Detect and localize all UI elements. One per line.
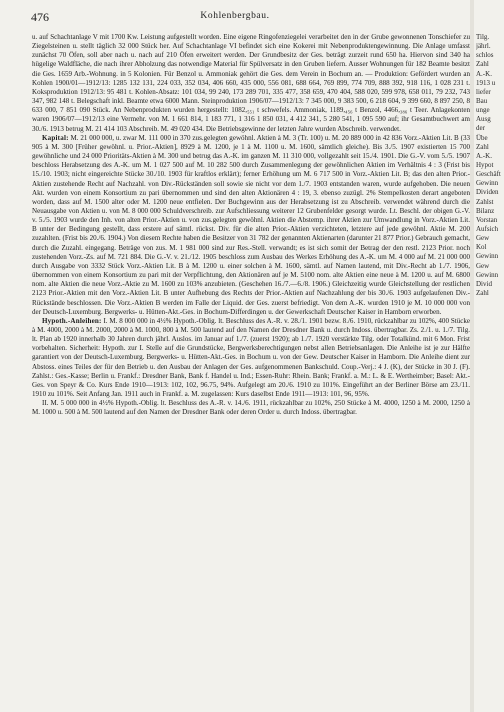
- fragment-line: Hypot: [476, 160, 494, 169]
- fragment-line: Kol: [476, 243, 487, 252]
- fragment-line: Gew: [476, 261, 490, 270]
- main-text-column: [32, 33, 470, 418]
- fragment-line: jährl.: [476, 42, 491, 51]
- paragraph-text: M. 21 000 000, u. zwar M. 111 000 in 370 zus.gelegten gewöhnl. Aktien à M. 3 (Tr. 100) u. M. 20 889 000 in 42 836 Vorz.-Aktien Lit. B (33 905 à M. 300 [Früher gewöhnl. u. Prior.-Aktien], 8929 à M. 1200, je 1 à M. 1100 u. M. 1600, sämtlich gleiche). Bis 3./5. 1907 existierten 15 700 gewöhnliche und 24 000 Prioritäts-Aktien à M. 300 und betrug das A.-K. im ganzen M. 11 310 000, vollgezahlt seit 15./4. 1901. Die G.-V. vom 5./5. 1907 beschloss Herabsetzung des A.-K. um M. 1 027 500 auf M. 10 282 500 durch Zusammenlegung der gewöhnlichen Aktien im Verhältnis 4 : 3 (Frist bis 15./10. 1903; nicht eingereichte Stücke 30./10. 1903 für kraftlos erklärt); ferner Erhöhung um M. 6 717 500 in Vorz.-Aktien Lit. B; das den alten Prior.-Aktien zustehende Recht auf Nachzahl. von Div.-Rückständen soll sowie sie nicht vor dem 1./7. 1903 entstanden waren, wurde aufgehoben. Die neuen Akt. wurden von einem Konsortium zu pari übernommen und sind den alten Aktionären 4 : 19, 3. ebenso zuzügl. 2% Stempelkosten derart angeboten worden, dass auf M. 1500 alter oder M. 1200 neue entfielen. Der Buchgewinn aus der Herabsetzung ist zu Abschreib. verwendet während durch die Neuausgabe von Aktien u. von M. 8 000 000 Schuldverschreib. zur Aufschliessung weiterer 12 Grubenfelder gesorgt wurde. Lt. Beschl. der obigen G.-V. v. 5./5. 1903 wurde den Inh. von alten Prior.-Aktien u. von zus.gelegten gewöhnl. Aktien die Abstemp. ihrer Aktien zur Umwandlung in Vorz.-Aktien Lit. B unter der Bedingung gestellt, dass erstere auf sämtl. rückst. Div. für die alten Prior.-Aktien verzichteten, letztere auf jede gewöhnl. Aktie M. 200 zuzahlten. (Frist bis 20./6. 1904.) Von diesem Rechte haben die Besitzer von 31 782 der genannten Aktienarten (darunter 21 877 Prior.) Gebrauch gemacht, durch die Zuzahl. eingegang. Beträge von zus. M. 1 981 000 sind zur Res.-Stell. verwandt; es ist sich somit der Betrag der den restl. 2123 Prior. noch zustehenden Vorz.-Zs. auf M. 721 884. Die G.-V. v. 21./12. 1905 beschloss zum Ausbau des Werkes Erhöhung des A.-K. um M. 4 000 auf M. 21 000 000 durch Ausgabe von 3332 Stück Vorz.-Aktien Lit. B à M. 1200 u. einer solchen à M. 1600, sämtl. auf Namen lautend, mit Div.-Recht ab 1./7. 1906, übernommen von einem Konsortium zu pari mit der Verpflichtung, den Aktionären auf je M. 5100 nom. alte Aktien eine neue à M. 1200 u. auf M. 6800 nom. alte Aktien die neue Vorz.-Aktie zu M. 1600 zu 103% anzubieten. (Geschehen 16./7.—6./8. 1906.) Gleichzeitig wurde Gleichstellung der restlichen 2123 Prior.-Aktien mit den Vorz.-Aktien Lit. B unter Aufhebung des Rechts der Prior.-Aktien auf Nachzahlung der bis 30./6. 1903 aufgelaufenen Div.-Rückstände beschlossen. Die Vorz.-Aktien B werden im Falle der Liquid. der Ges. zuerst befriedigt. Von dem A.-K. wurden 1910 je M. 10 000 000 von der Deutsch-Luxemburg. Bergwerks- u. Hütten-Akt.-Ges. in Bochum-Differdingen u. der Gewerkschaft Deutscher Kaiser in Hamborn erworben.: [32, 133, 470, 316]
- body-paragraph: [32, 134, 470, 317]
- fragment-line: Bilanz: [476, 206, 495, 215]
- fragment-line: Zahl: [476, 288, 489, 297]
- fragment-line: Übe: [476, 133, 488, 142]
- body-paragraph: [32, 33, 470, 134]
- page-header: [0, 10, 470, 24]
- fragment-line: der: [476, 124, 485, 133]
- fragment-line: Dividen: [476, 188, 499, 197]
- fragment-line: Tilg.: [476, 33, 490, 41]
- fragment-line: schlos: [476, 51, 494, 60]
- paragraph-text: I. M. 8 000 000 in 4½% Hypoth.-Oblig. lt. Beschluss des A.-R. v. 28./1. 1901 bezw. 8./6. 1910, rückzahlbar zu 102%, 400 Stücke à M. 4000, 2000 à M. 2000, 2000 à M. 1000, 800 à M. 500 lautend auf den Namen der Dresdner Bank u. durch Indoss. übertragbar. Zs. 2./1. u. 1./7. Tilg. lt. Plan ab 1920 innerhalb 30 Jahren durch jährl. Auslos. im Januar auf 1./7. (zuerst 1920); ab 1./7. 1920 verstärkte Tilg. oder Totalkünd. mit 6 Mon. Frist vorbehalten. Sicherheit: Hypoth. zur I. Stelle auf die Grundstücke, Bergwerksberechtigungen nebst allen Betriebsanlagen. Die Anleihe ist je zur Hälfte garantiert von der Deutsch-Luxemburg. Bergwerks- u. Hütten-Akt.-Ges. in Bochum u. von der Gew. Deutscher Kaiser in Hamborn. Die Anleihe dient zur Abstoss. eines Teiles der für den Betrieb u. den Ausbau der Anlagen der Ges. aufgenommenen Bankschuld. Coup.-Verj.: 4 J. (K), der Stücke in 30 J. (F). Zahlst.: Ges.-Kasse; Berlin u. Frankf.: Dresdner Bank, Bank f. Handel u. Ind.; Essen-Ruhr: Rhein. Bank; Frankf. a. M.: L. & E. Wertheimber; Basel: Akt.-Ges. von Speyr & Co. Kurs Ende 1910—1913: 102, 102, 96.75, 94%. Aufgelegt am 20./6. 1910 zu 101%. Eingeführt an der Berliner Börse am 23./11. 1910 zu 101%. Seit Anfang Jan. 1911 auch in Frankf. a. M. zugelassen: Kurs daselbst Ende 1911—1913: 101, 96, 95%.: [32, 316, 471, 399]
- next-column-fragment: [476, 33, 504, 298]
- fragment-line: Zahl: [476, 142, 489, 151]
- fragment-line: liefer: [476, 87, 491, 96]
- fragment-line: Gewinn: [476, 179, 499, 188]
- fragment-line: Vorstan: [476, 215, 498, 224]
- fragment-line: unge: [476, 106, 490, 115]
- fragment-line: 1913 u: [476, 78, 496, 87]
- fragment-line: Divid: [476, 279, 492, 288]
- fragment-line: Zahl: [476, 60, 489, 69]
- fragment-line: Zahlst: [476, 197, 494, 206]
- fragment-line: Ausg: [476, 115, 491, 124]
- body-paragraph: [32, 317, 470, 399]
- fragment-line: Gew: [476, 234, 490, 243]
- section-heading: Hypoth.-Anleihen:: [42, 316, 102, 325]
- paragraph-text: u. auf Schachtanlage V mit 1700 Kw. Leistung aufgestellt worden. Eine eigene Ringofenziegelei verarbeitet den in der Grube gewonnenen Tonschiefer zu Ziegelsteinen u. stellt täglich 32 000 Stück her. Auf Schachtanlage VI befindet sich eine Kokerei mit Nebenproduktengewinnung. Die Anlage umfasst zunächst 70 Öfen, soll aber nach u. nach auf 210 Öfen erweitert werden. Der Grundbesitz der Ges. beträgt zurzeit rund 650 ha. Hiervon sind 340 ha hügelige Waldfläche, die nach ihrer Abholzung das notwendige Material für Spülversatz in den Gruben liefern. Ausser Wohnungen für 182 Beamte besitzt die Ges. 1659 Arb.-Wohnung. in 5 Kolonien. Für Benzol u. Ammoniak gehört die Ges. dem Verein in Bochum an. — Produktion: Gefördert wurden an Kohlen 1900/01—1912/13: 1285 132 131, 224 033, 352 034, 406 660, 435 000, 556 081, 688 664, 769 899, 774 709, 888 392, 918 116, 1 028 231 t. Koksproduktion 1912/13: 95 481 t. Kohlen-Absatz: 101 034, 99 240, 173 289 701, 335 477, 358 659, 470 404, 588 020, 599 978, 658 011, 79 232, 743 347, 982 148 t. Belegschaft inkl. Beamte etwa 6000 Mann. Steinproduktion 1906/07—1912/13: 7 345 000, 9 383 500, 6 218 604, 9 399 660, 8 897 250, 8 633 000, 7 851 090 Stück. An Nebenprodukten wurden hergestellt: 1082,₅₅₁ t schwefels. Ammoniak, 1189,₄₅₆ t Benzol, 4466,₃₈₆ t Teer. Anlagekonten waren 1906/07—1912/13 eine Vermehr. von M. 1 661 814, 1 183 771, 1 316 1 850 031, 4 412 341, 5 280 541, 1 095 590 auf; ihr Gesamtbuchwert am 30./6. 1913 betrug M. 21 414 103 Abschreib. M. 49 020 434. Die Betriebsgewinne der letzten Jahre wurden Abschreib. verwendet.: [32, 33, 470, 133]
- running-title: Kohlenbergbau.: [200, 11, 270, 21]
- paragraph-text: II. M. 5 000 000 in 4½% Hypoth.-Oblig. lt. Beschluss des A.-R. v. 14./6. 1911, rückzahlbar zu 102%, 250 Stücke à M. 4000, 1250 à M. 2000, 1250 à M. 1000 u. 500 à M. 500 lautend auf den Namen der Dresdner Bank oder deren Order u. durch Indoss. übertragbar.: [32, 399, 470, 417]
- fragment-line: Bau: [476, 96, 488, 105]
- fragment-line: Aufsich: [476, 224, 499, 233]
- fragment-line: A.-K.: [476, 151, 492, 160]
- fragment-line: A.-K.: [476, 69, 492, 78]
- fragment-line: Geschäft: [476, 170, 501, 179]
- fragment-line: Gewinn: [476, 252, 499, 261]
- page-number: 476: [31, 10, 49, 24]
- body-paragraph: [32, 399, 470, 417]
- page-gutter: [470, 0, 474, 712]
- fragment-line: Gewinn: [476, 270, 499, 279]
- section-heading: Kapital:: [42, 133, 69, 142]
